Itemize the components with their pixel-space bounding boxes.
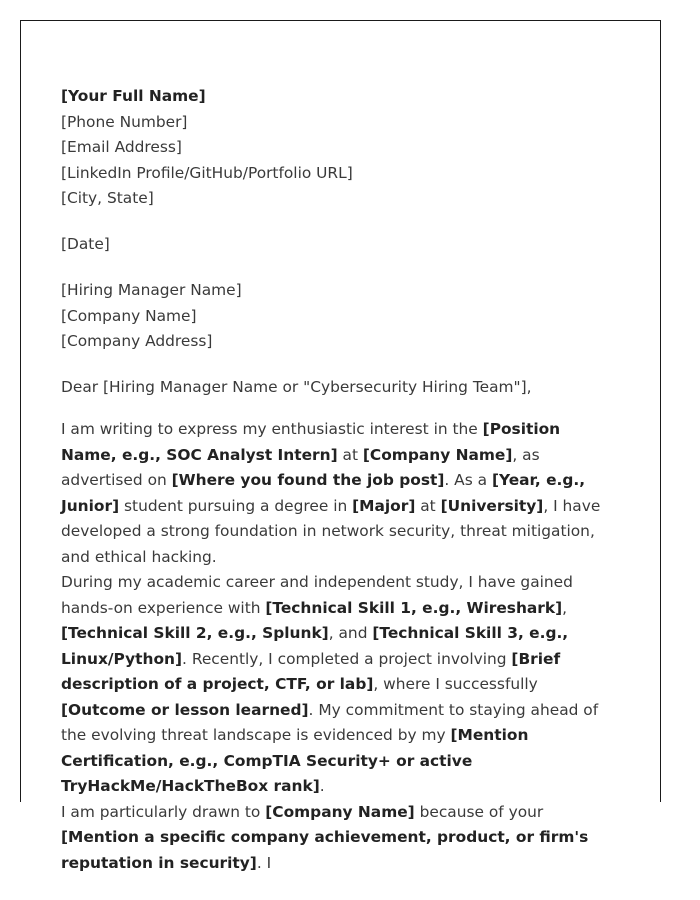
- body-text: ,: [562, 598, 568, 617]
- placeholder-text: [Year, e.g., Junior]: [61, 471, 586, 515]
- body-text: , I have developed a strong foundation in network security, threat mitigation, and ethical hacking.: [61, 496, 601, 566]
- sender-profile-url: [LinkedIn Profile/GitHub/Portfolio URL]: [61, 163, 353, 182]
- body-text: During my academic career and independent study, I have gained hands-on experience with: [61, 573, 573, 617]
- paragraph-company-interest: [61, 800, 621, 877]
- body-text: I am particularly drawn to: [61, 802, 266, 821]
- sender-phone: [Phone Number]: [61, 112, 188, 131]
- placeholder-text: [Outcome or lesson learned]: [61, 700, 309, 719]
- placeholder-text: [Technical Skill 2, e.g., Splunk]: [61, 624, 329, 642]
- body-text: .: [319, 777, 325, 795]
- body-text: at: [415, 496, 441, 515]
- salutation-block: [61, 375, 621, 401]
- placeholder-text: [Brief description of a project, CTF, or lab]: [61, 649, 561, 693]
- cover-letter-body: [61, 84, 621, 876]
- sender-name: [Your Full Name]: [61, 87, 206, 105]
- placeholder-text: [Company Name]: [265, 802, 415, 821]
- salutation: Dear [Hiring Manager Name or "Cybersecurity Hiring Team"],: [61, 378, 532, 396]
- placeholder-text: [Mention Certification, e.g., CompTIA Security+ or active TryHackMe/HackTheBox rank]: [61, 726, 529, 795]
- body-text: at: [337, 445, 363, 464]
- body-text: . My commitment to staying ahead of the evolving threat landscape is evidenced by my: [61, 700, 599, 744]
- body-text: , where I successfully: [373, 675, 538, 693]
- recipient-block: [61, 278, 621, 355]
- body-text: student pursuing a degree in: [119, 496, 353, 515]
- placeholder-text: [Technical Skill 1, e.g., Wireshark]: [265, 598, 563, 617]
- body-text: . I: [256, 853, 272, 872]
- recipient-company: [Company Name]: [61, 306, 197, 325]
- sender-email: [Email Address]: [61, 138, 182, 156]
- letter-date: [Date]: [61, 235, 110, 253]
- paragraph-experience: [61, 570, 621, 800]
- sender-location: [City, State]: [61, 189, 154, 207]
- placeholder-text: [Company Name]: [362, 445, 513, 464]
- recipient-address: [Company Address]: [61, 332, 213, 350]
- recipient-manager: [Hiring Manager Name]: [61, 281, 242, 299]
- sender-block: [61, 84, 621, 212]
- placeholder-text: [Where you found the job post]: [171, 471, 445, 489]
- body-text: I am writing to express my enthusiastic interest in the: [61, 420, 483, 438]
- placeholder-text: [Technical Skill 3, e.g., Linux/Python]: [61, 624, 569, 668]
- placeholder-text: [University]: [440, 496, 544, 515]
- body-text: . Recently, I completed a project involving: [182, 649, 512, 668]
- document-page: [20, 20, 661, 872]
- date-block: [61, 232, 621, 258]
- body-text: , as advertised on: [61, 445, 540, 489]
- body-text: . As a: [444, 471, 492, 489]
- placeholder-text: [Mention a specific company achievement, product, or firm's reputation in security]: [61, 828, 589, 872]
- body-text: , and: [328, 624, 373, 642]
- paragraph-intro: [61, 417, 621, 570]
- body-text: because of your: [414, 802, 544, 821]
- placeholder-text: [Position Name, e.g., SOC Analyst Intern]: [61, 420, 561, 464]
- placeholder-text: [Major]: [352, 496, 416, 515]
